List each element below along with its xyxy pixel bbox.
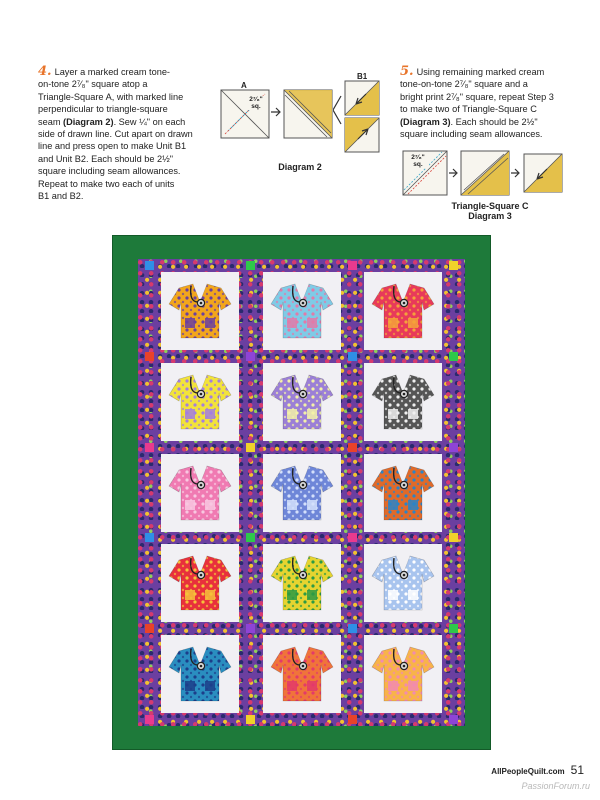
cornerstone [145,352,154,361]
step-4-number: 4. [38,64,52,79]
step-5-line: to make two of Triangle-Square C [400,104,537,115]
step-5-number: 5. [400,64,414,79]
arrow-icon [271,107,283,117]
cornerstone [348,261,357,270]
quilt-block [161,272,239,350]
quilt-block [364,635,442,713]
step-5-line: bright print 2⁷⁄₈" square, repeat Step 3 [400,91,554,102]
quilt-block [364,272,442,350]
quilt-block [364,454,442,532]
step-4-line: B1 and B2. [38,191,84,202]
arrow-icon [449,168,459,178]
cornerstone [348,715,357,724]
cornerstone [246,715,255,724]
page-number: 51 [570,763,584,777]
unit-b1 [344,80,380,116]
step-5-line: square including seam allowances. [400,129,543,140]
cornerstone [145,715,154,724]
diagram-2-caption: Diagram 2 [278,162,322,172]
sq-abbr: sq. [251,103,261,110]
cornerstone [449,352,458,361]
cornerstone [145,443,154,452]
step-5-diagram-ref: (Diagram 3) [400,116,451,127]
cornerstone [246,533,255,542]
sq-size-label [407,154,429,168]
scrub-shirt [161,272,239,350]
quilt-block [263,544,341,622]
step-4-line: square including seam allowances. [38,166,181,177]
step-4-line: Layer a marked cream tone- [54,67,170,77]
scrub-shirt [263,363,341,441]
scrub-shirt [263,454,341,532]
step-4-text [38,66,218,202]
scrub-shirt [263,272,341,350]
step-4-line: and Unit B2. Each should be 2½" [38,153,174,164]
quilt-block [263,272,341,350]
page-footer [491,763,584,777]
scrub-shirt [364,454,442,532]
diagram-2-layered-square [283,89,333,139]
watermark: PassionForum.ru [521,781,590,791]
sq-abbr: sq. [413,161,423,168]
step-4-line: perpendicular to triangle-square [38,104,168,115]
cornerstone [449,533,458,542]
quilt-block [161,635,239,713]
step-5-line: . Each should be 2½" [450,116,538,127]
cornerstone [246,624,255,633]
cornerstone [348,624,357,633]
step-4-line: on-tone 2⁷⁄₈" square atop a [38,79,148,90]
quilt-block [161,454,239,532]
step-4-diagram-ref: (Diagram 2) [63,116,114,127]
arrow-icon [511,168,521,178]
cornerstone [449,261,458,270]
cornerstone [246,352,255,361]
cornerstone [348,533,357,542]
cornerstone [449,624,458,633]
step-4-line: side of drawn line. Cut apart on drawn [38,129,193,140]
quilt-block [364,363,442,441]
cornerstone [246,261,255,270]
scrub-shirt [364,544,442,622]
cornerstone [449,715,458,724]
quilt-block [263,363,341,441]
sq-size: 2⁷⁄₈" [249,96,263,103]
scrub-shirt [263,544,341,622]
quilt-block [364,544,442,622]
scrub-shirt [161,544,239,622]
site-url: AllPeopleQuilt.com [491,767,565,776]
cornerstone [145,624,154,633]
scrub-shirt [364,635,442,713]
step-4-line: Repeat to make two each of units [38,178,175,189]
sq-size-label [244,96,268,110]
diagram-3-caption [440,201,540,221]
cornerstone [348,352,357,361]
step-4-line: Triangle-Square A, with marked line [38,91,184,102]
cornerstone [145,533,154,542]
step-4-line: . Sew ¼" on each [113,116,186,127]
step-4-line: seam [38,116,64,127]
quilt-sashing [138,259,465,726]
scrub-shirt [161,454,239,532]
diagram-3-layered-square [460,150,510,196]
scrub-shirt [263,635,341,713]
cornerstone [348,443,357,452]
quilt-photo [112,235,491,750]
cornerstone [246,443,255,452]
quilt-block [263,454,341,532]
label-a: A [241,81,247,90]
step-4-line: line and press open to make Unit B1 [38,141,187,152]
cornerstone [449,443,458,452]
unit-b2 [344,117,380,153]
step-5-text [400,66,580,140]
triangle-square-c-label: Triangle-Square C [451,201,529,211]
scrub-shirt [161,363,239,441]
label-b1: B1 [357,72,368,81]
quilt-block [263,635,341,713]
step-5-line: tone-on-tone 2⁷⁄₈" square and a [400,79,528,90]
triangle-square-c [523,153,563,193]
quilt-block [161,363,239,441]
scrub-shirt [364,272,442,350]
sq-size: 2⁷⁄₈" [411,154,425,161]
cornerstone [145,261,154,270]
scrub-shirt [364,363,442,441]
diagram-3-label: Diagram 3 [468,211,512,221]
quilt-block [161,544,239,622]
step-5-line: Using remaining marked cream [416,67,545,77]
scrub-shirt [161,635,239,713]
